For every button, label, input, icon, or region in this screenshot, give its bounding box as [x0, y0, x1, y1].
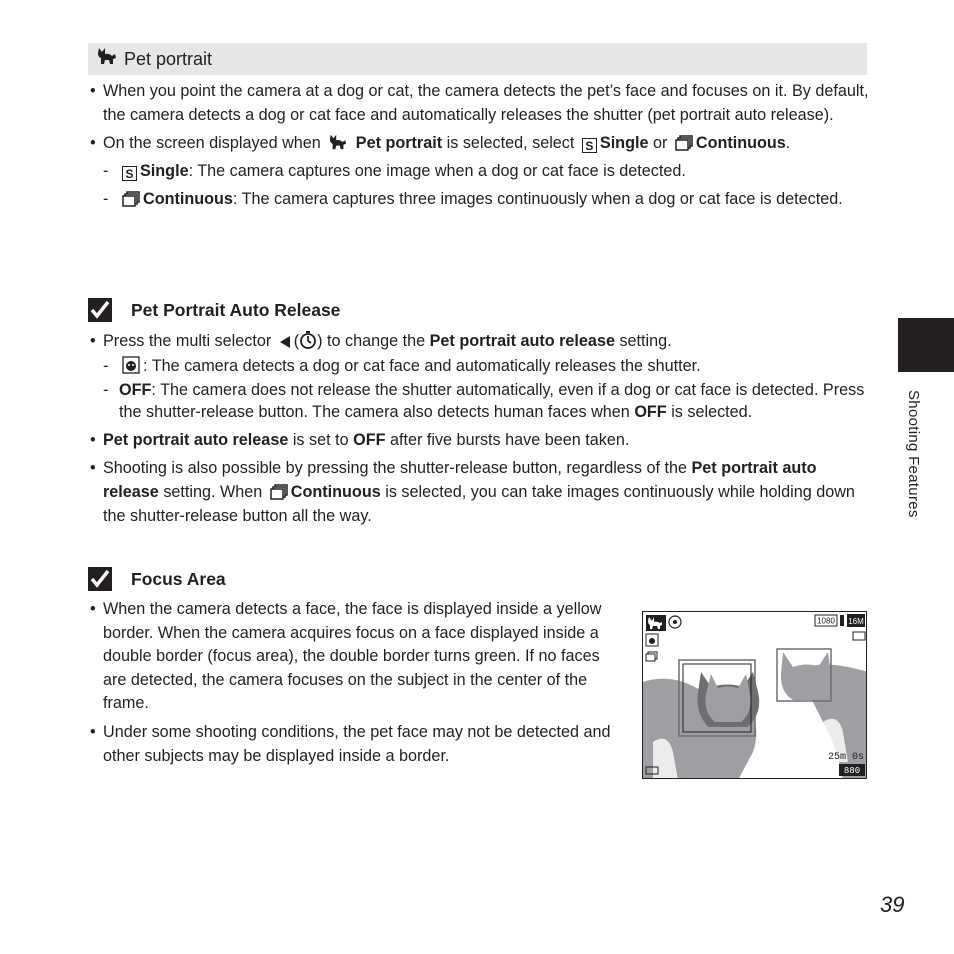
- sub-item: - : The camera detects a dog or cat face and automatically releases the shutter.: [103, 357, 701, 375]
- text: is set to: [292, 431, 349, 449]
- bold-text: OFF: [119, 381, 152, 399]
- note-title-row: [88, 567, 613, 591]
- paragraph-text: When you point the camera at a dog or cat, the camera detects the pet’s face and focuses on it. By default, the camera detects a dog or cat face and automatically releases the shutter (pet portrait auto release).: [103, 82, 869, 124]
- pet-portrait-icon: [328, 133, 348, 151]
- sub-item: - Continuous: The camera captures three images continuously when a dog or cat face is detected.: [103, 190, 843, 208]
- continuous-icon: [270, 484, 288, 500]
- note-title: Pet Portrait Auto Release: [131, 300, 341, 320]
- left-arrow-icon: [279, 335, 291, 349]
- self-timer-icon: [299, 331, 317, 349]
- text: : The camera captures one image when a dog or cat face is detected.: [188, 162, 686, 180]
- pet-auto-release-icon: [122, 356, 140, 374]
- continuous-icon: [122, 191, 140, 207]
- pet-portrait-icon: [96, 46, 118, 72]
- text: setting.: [619, 332, 672, 350]
- text: is selected, you can take images continuously while holding down the shutter-release button all the way.: [103, 483, 855, 525]
- bold-text: Pet portrait auto release: [103, 431, 289, 449]
- text: Press the multi selector: [103, 332, 272, 350]
- text: ) to change the: [317, 332, 426, 350]
- bold-text: Continuous: [143, 190, 233, 208]
- text: (: [293, 332, 300, 350]
- text: after five bursts have been taken.: [389, 431, 630, 449]
- text: : The camera does not release the shutter automatically, even if a dog or cat face is detected. Press the shutter-release button. The camera also detects human faces when: [119, 381, 865, 421]
- camera-screen-graphic: [643, 612, 867, 779]
- note-title: Focus Area: [131, 569, 226, 589]
- camera-screen-illustration: [642, 611, 867, 779]
- text: setting. When: [163, 483, 263, 501]
- list-item: [88, 720, 613, 768]
- continuous-icon: [675, 135, 693, 151]
- sub-item: - S Single: The camera captures one image when a dog or cat face is detected.: [103, 162, 686, 181]
- list-item: [88, 131, 873, 155]
- paragraph-text: When the camera detects a face, the face is displayed inside a yellow border. When the camera acquires focus on a face displayed inside a double border (focus area), the double border turns green. If no faces are detected, the camera focuses on the subject in the center of the frame.: [103, 600, 602, 712]
- text: : The camera captures three images continuously when a dog or cat face is detected.: [232, 190, 843, 208]
- bold-text: Single: [140, 162, 189, 180]
- exposure-count-label: 880: [843, 766, 861, 776]
- chapter-tab: [898, 318, 954, 372]
- section-header-bar: [88, 43, 867, 75]
- paragraph-text: Under some shooting conditions, the pet face may not be detected and other subjects may be displayed inside a border.: [103, 722, 611, 765]
- resolution-label: 1080: [817, 616, 835, 626]
- list-item: [88, 330, 873, 352]
- single-icon: S: [122, 166, 137, 181]
- bold-text: Single: [599, 134, 649, 152]
- page-number: 39: [880, 892, 905, 917]
- bold-text: Pet portrait auto release: [429, 332, 615, 350]
- bold-text: Pet portrait: [355, 134, 443, 152]
- text: On the screen displayed when: [103, 134, 321, 152]
- chapter-label: Shooting Features: [905, 390, 922, 518]
- note-pet-portrait-auto-release: [88, 298, 873, 528]
- list-item: [88, 456, 873, 528]
- bold-text: Continuous: [695, 134, 786, 152]
- note-focus-area: [88, 567, 613, 768]
- recording-time-label: 25m 0s: [827, 752, 864, 763]
- text: or: [652, 134, 668, 152]
- section-body: [88, 79, 873, 211]
- list-item: [88, 428, 873, 452]
- list-item: [88, 79, 873, 127]
- bold-text: OFF: [353, 431, 386, 449]
- single-icon: S: [582, 138, 597, 153]
- text: Shooting is also possible by pressing the shutter-release button, regardless of the: [103, 459, 687, 477]
- image-size-label: 16M: [848, 617, 864, 626]
- text: .: [785, 134, 791, 152]
- sub-item: - OFF: The camera does not release the shutter automatically, even if a dog or cat face is detected. Press the shutter-release button. The camera also detects human faces when OFF is selected.: [103, 381, 865, 421]
- note-title-row: [88, 298, 873, 322]
- text: is selected.: [671, 403, 753, 421]
- text: : The camera detects a dog or cat face and automatically releases the shutter.: [143, 357, 701, 375]
- bold-text: OFF: [634, 403, 667, 421]
- list-item: [88, 598, 613, 716]
- section-title: Pet portrait: [124, 49, 213, 69]
- bold-text: Continuous: [290, 483, 381, 501]
- bold-text: Pet portrait auto release: [103, 459, 817, 501]
- note-check-icon: [88, 298, 112, 322]
- note-check-icon: [88, 567, 112, 591]
- text: is selected, select: [446, 134, 575, 152]
